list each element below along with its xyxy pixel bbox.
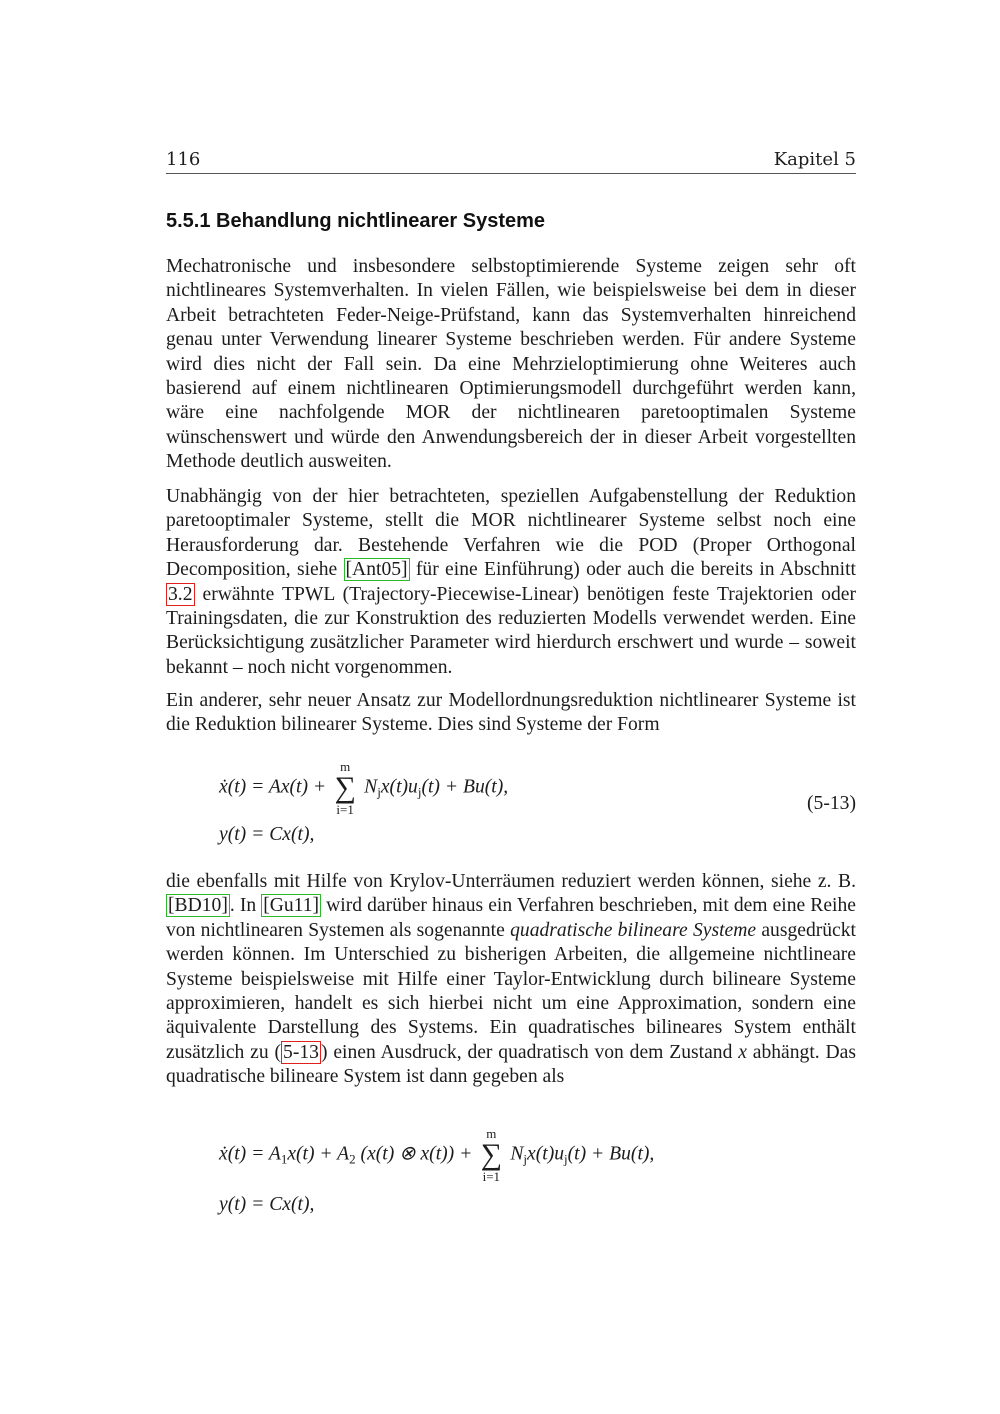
eq-term: N [510,1143,524,1165]
text-run: . In [229,895,262,917]
eq-term: (t) + Bu(t), [421,776,509,798]
subscript: j [564,1151,568,1167]
text-run: für eine Einführung) oder auch die bereits in Abschnitt [409,559,857,581]
text-run: abhängt. Das quadratische bilineare System ist dann gegeben als [166,1041,856,1088]
equation-link-5-13[interactable]: 5-13 [283,1041,319,1063]
eq-term: x(t) + A [287,1143,350,1165]
sum-lower-limit: i=1 [336,802,354,817]
eq-term: (x(t) ⊗ x(t)) + [355,1143,473,1165]
equation-qb-line-1 [219,1127,654,1183]
text-run: ) einen Ausdruck, der quadratisch von dem Zustand [320,1041,739,1063]
citation-link-bd10[interactable]: [BD10] [168,895,228,917]
eq-term: N [364,776,378,798]
equation-qb-line-2 [219,1194,314,1216]
eq-term: y(t) = Cx(t), [219,1194,315,1215]
equation-number: (5-13) [807,793,856,814]
sum-symbol: m ∑ i=1 [476,1127,506,1183]
math-var: x [738,1041,747,1063]
text-run: erwähnte TPWL (Trajectory-Piecewise-Linear) benötigen feste Trajektorien oder Trainingsdaten, die zur Konstruktion des reduzierten Modells verwendet werden. Eine Berücksichtigung zusätzlicher Parameter wird hierdurch erschwert und wurde – soweit bekannt – noch nicht vorgenommen. [166,583,856,678]
sum-symbol: m ∑ i=1 [330,760,360,816]
sum-lower-limit: i=1 [482,1169,501,1184]
subscript: 1 [280,1151,288,1167]
eq-term: ẋ(t) = A [219,1143,281,1165]
eq-term: x(t)u [380,776,418,798]
eq-term: x(t)u [527,1143,565,1165]
citation-link-ant05[interactable]: [Ant05] [345,559,408,581]
page-header [166,149,856,174]
section-heading: 5.5.1 Behandlung nichtlinearer Systeme [166,210,546,232]
citation-link-gu11[interactable]: [Gu11] [263,895,320,917]
subscript: j [417,784,422,800]
eq-term: ẋ(t) = Ax(t) + [219,776,327,798]
text-run: wird darüber hinaus ein Verfahren beschrieben, mit dem eine Reihe von nichtlinearen Systemen als sogenannte [166,895,856,941]
emphasis: quadratische bilineare Systeme [510,919,757,941]
text-run: die ebenfalls mit Hilfe von Krylov-Unterräumen reduziert werden können, siehe z. B. [166,871,856,892]
subscript: j [523,1151,528,1167]
paragraph-2 [166,485,856,680]
subscript: j [377,784,381,800]
eq-term: y(t) = Cx(t), [219,824,315,845]
paragraph-1: Mechatronische und insbesondere selbstoptimierende Systeme zeigen sehr oft nichtlineares Systemverhalten. In vielen Fällen, wie beispielsweise bei dem in dieser Arbeit betrachteten Feder-Neige-Prüfstand, kann das Systemverhalten hinreichend genau unter Verwendung linearer Systeme beschrieben werden. Für andere Systeme wird dies nicht der Fall sein. Da eine Mehrzieloptimierung ohne Weiteres auch basierend auf einem nichtlinearen Optimierungsmodell durchgeführt werden kann, wäre eine nachfolgende MOR der nichtlinearen paretooptimalen Systeme wünschenswert und würde den Anwendungsbereich der in dieser Arbeit vorgestellten Methode deutlich ausweiten. [166,256,856,473]
paragraph-3: Ein anderer, sehr neuer Ansatz zur Modellordnungsreduktion nichtlinearer Systeme ist die Reduktion bilinearer Systeme. Dies sind Systeme der Form [166,690,856,736]
section-link-3-2[interactable]: 3.2 [168,583,193,605]
eq-term: (t) + Bu(t), [567,1143,655,1165]
chapter-label: Kapitel 5 [773,149,856,170]
text-run: ausgedrückt werden können. Im Unterschied zu bisherigen Arbeiten, die allgemeine nichtlineare Systeme beispielsweise mit Hilfe einer Taylor-Entwicklung durch bilineare Systeme approximieren, handelt es sich hierbei nicht um eine Approximation, sondern eine äquivalente Darstellung des Systems. Ein quadratisches bilineares System enthält zusätzlich zu ( [166,919,856,1063]
equation-5-13-line-1 [219,760,508,816]
subscript: 2 [349,1151,356,1167]
sum-upper-limit: m [486,1126,497,1141]
sum-upper-limit: m [340,759,351,774]
equation-5-13-line-2 [219,824,314,846]
paragraph-4 [166,870,856,1090]
text-run: Unabhängig von der hier betrachteten, speziellen Aufgabenstellung der Reduktion paretooptimaler Systeme, stellt die MOR nichtlinearer Systeme selbst noch eine Herausforderung dar. Bestehende Verfahren wie die POD (Proper Orthogonal Decomposition, siehe [166,486,856,581]
page-number: 116 [166,149,201,170]
